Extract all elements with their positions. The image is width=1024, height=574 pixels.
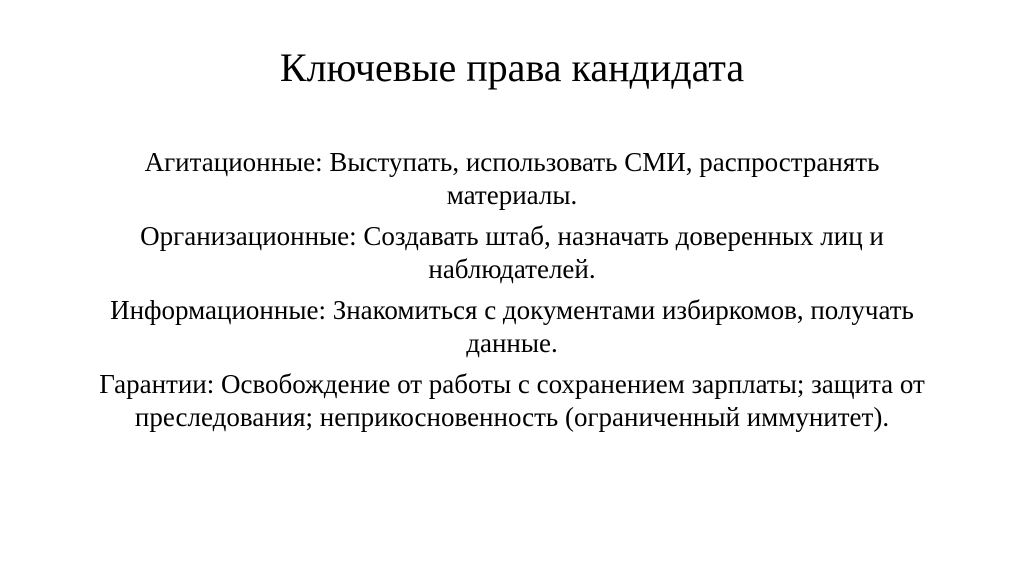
slide-content xyxy=(90,146,934,442)
point-guarantees: Гарантии: Освобождение от работы с сохранением зарплаты; защита от преследования; неприкосновенность (ограниченный иммунитет). xyxy=(99,369,925,432)
slide-title: Ключевые права кандидата xyxy=(279,45,745,90)
point-organizational: Организационные: Создавать штаб, назначать доверенных лиц и наблюдателей. xyxy=(140,221,884,284)
point-agitation: Агитационные: Выступать, использовать СМИ, распространять материалы. xyxy=(144,147,880,210)
point-informational: Информационные: Знакомиться с документами избиркомов, получать данные. xyxy=(110,295,914,358)
